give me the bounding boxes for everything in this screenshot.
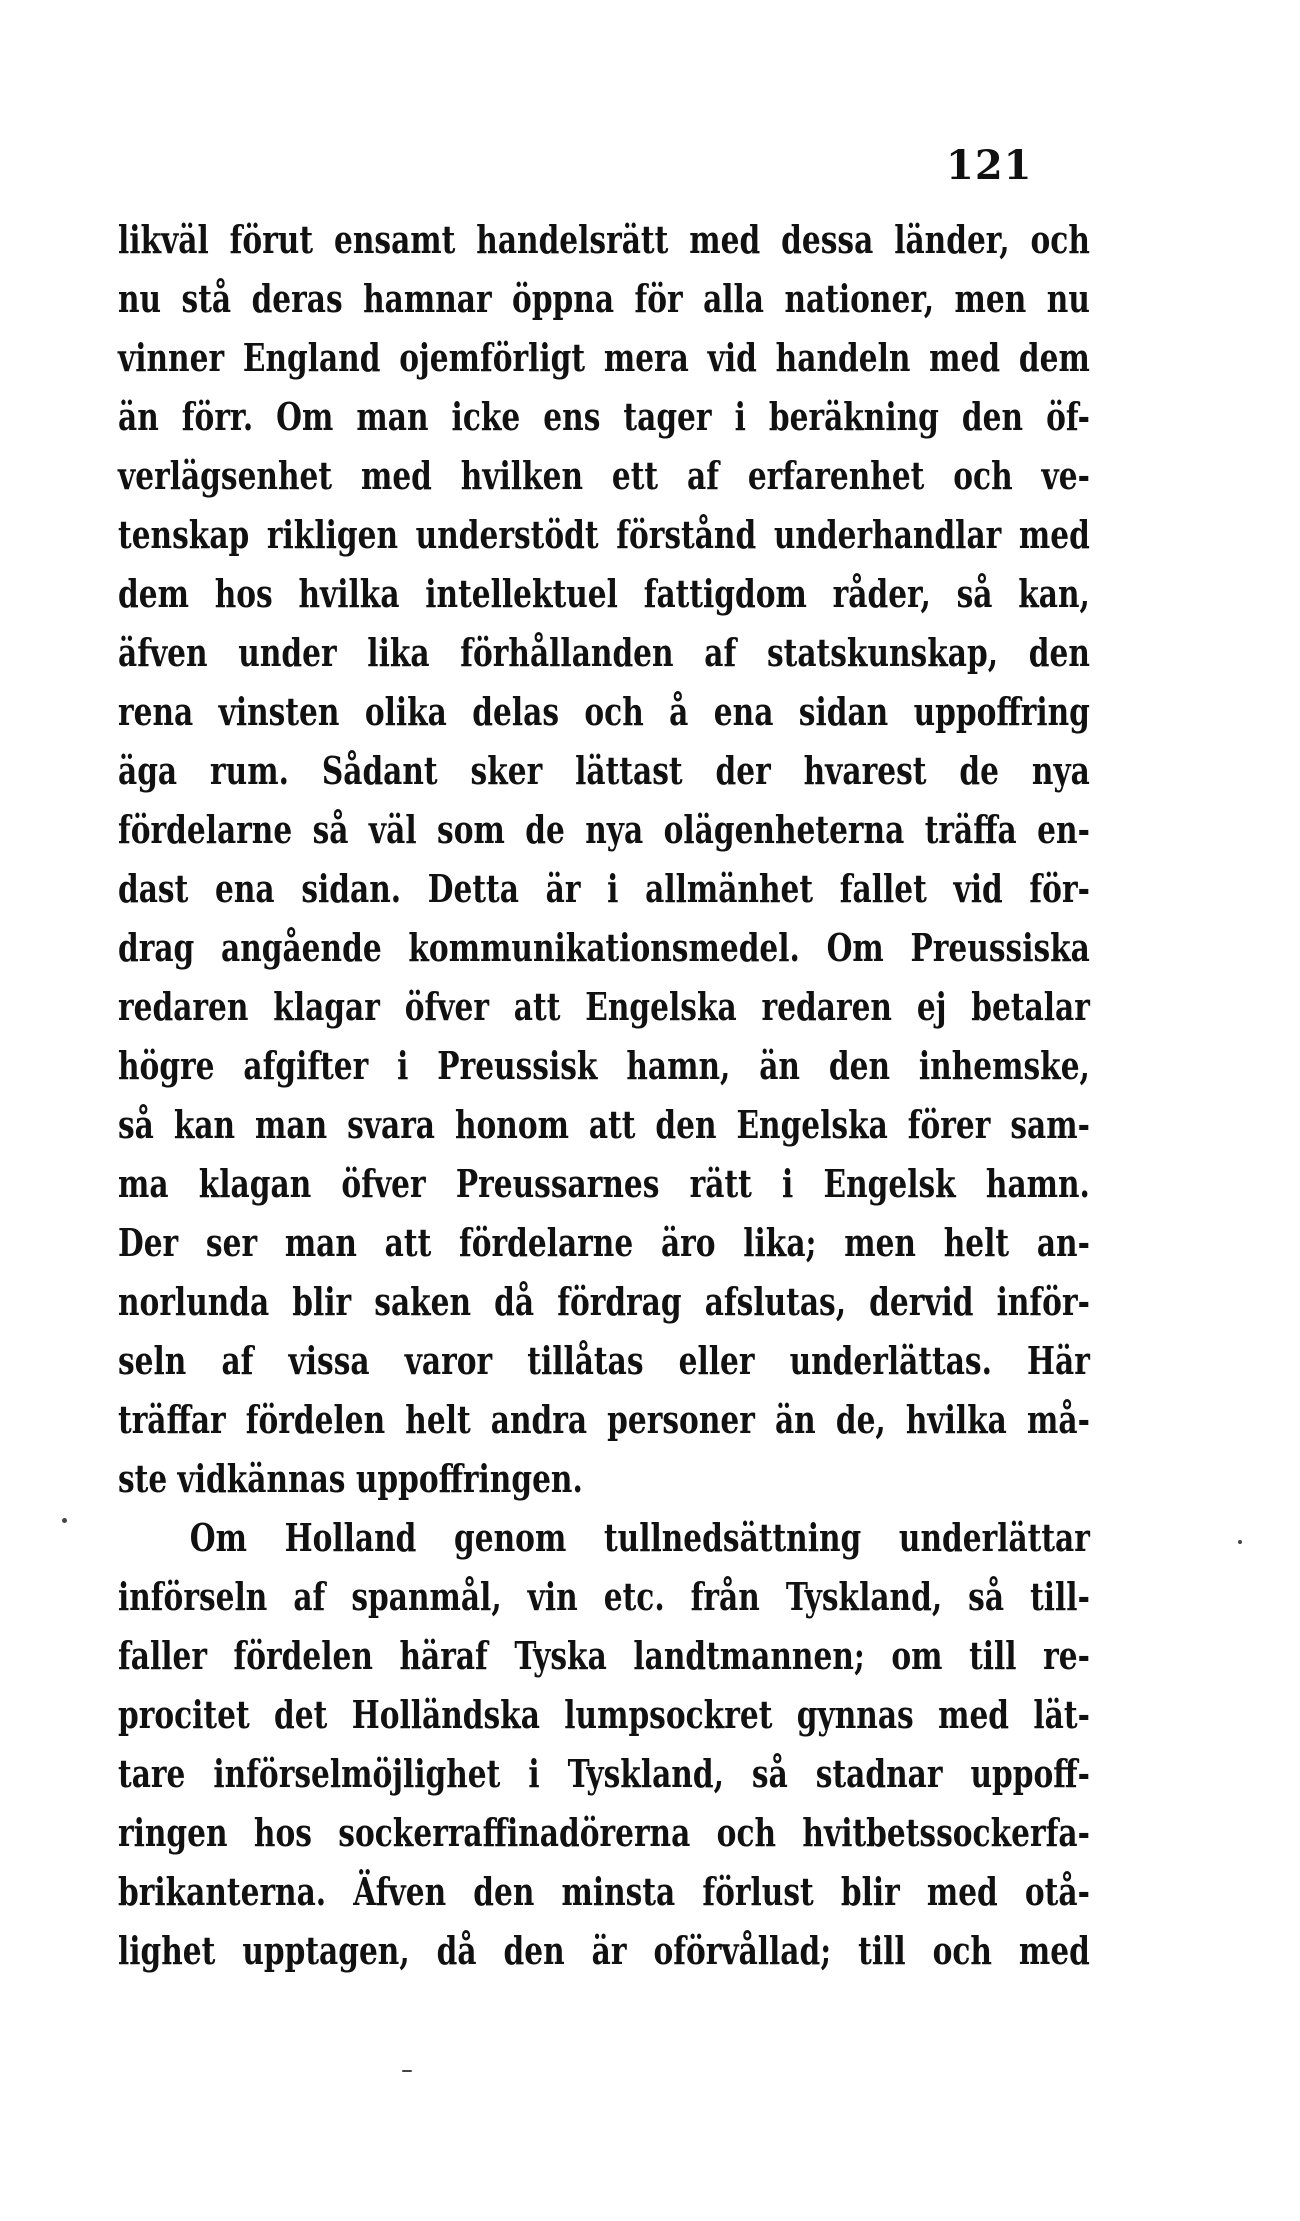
text-line: vinner England ojemförligt mera vid handeln med dem [118,335,1090,380]
ink-speck [62,1518,67,1523]
text-line: seln af vissa varor tillåtas eller underlättas. Här [118,1338,1090,1383]
page-number: 121 [946,142,1033,189]
text-line: Der ser man att fördelarne äro lika; men helt an- [118,1220,1090,1265]
text-line: brikanterna. Äfven den minsta förlust blir med otå- [118,1869,1090,1914]
text-line: dast ena sidan. Detta är i allmänhet fallet vid för- [118,866,1090,911]
paragraph-1 [118,210,1090,1508]
text-line: dem hos hvilka intellektuel fattigdom råder, så kan, [118,571,1090,616]
text-line: ste vidkännas uppoffringen. [118,1456,583,1501]
ink-speck [402,2070,412,2072]
text-line: rena vinsten olika delas och å ena sidan uppoffring [118,689,1090,734]
text-line: redaren klagar öfver att Engelska redaren ej betalar [118,984,1090,1029]
text-line: högre afgifter i Preussisk hamn, än den inhemske, [118,1043,1090,1088]
text-line: Om Holland genom tullnedsättning underlättar [189,1515,1090,1560]
ink-speck [1238,1540,1242,1544]
text-line: fördelarne så väl som de nya olägenheterna träffa en- [118,807,1090,852]
text-line: äfven under lika förhållanden af statskunskap, den [118,630,1090,675]
text-line: drag angående kommunikationsmedel. Om Preussiska [118,925,1090,970]
text-line: faller fördelen häraf Tyska landtmannen; om till re- [118,1633,1090,1678]
text-line: ringen hos sockerraffinadörerna och hvitbetssockerfa- [118,1810,1090,1855]
text-line: införseln af spanmål, vin etc. från Tyskland, så till- [118,1574,1090,1619]
text-line: äga rum. Sådant sker lättast der hvarest de nya [118,748,1090,793]
text-line: träffar fördelen helt andra personer än de, hvilka må- [118,1397,1090,1442]
text-line: verlägsenhet med hvilken ett af erfarenhet och ve- [118,453,1090,498]
paragraph-2 [118,1508,1090,1980]
text-line: nu stå deras hamnar öppna för alla nationer, men nu [118,276,1090,321]
text-line: tare införselmöjlighet i Tyskland, så stadnar uppoff- [118,1751,1090,1796]
text-line: ma klagan öfver Preussarnes rätt i Engelsk hamn. [118,1161,1090,1206]
text-line: procitet det Holländska lumpsockret gynnas med lät- [118,1692,1090,1737]
text-line: norlunda blir saken då fördrag afslutas, dervid inför- [118,1279,1090,1324]
body-text [118,210,1090,1980]
text-line: tenskap rikligen understödt förstånd underhandlar med [118,512,1090,557]
text-line: lighet upptagen, då den är oförvållad; till och med [118,1928,1090,1973]
text-line: än förr. Om man icke ens tager i beräkning den öf- [118,394,1090,439]
text-line: likväl förut ensamt handelsrätt med dessa länder, och [118,217,1090,262]
text-line: så kan man svara honom att den Engelska förer sam- [118,1102,1090,1147]
